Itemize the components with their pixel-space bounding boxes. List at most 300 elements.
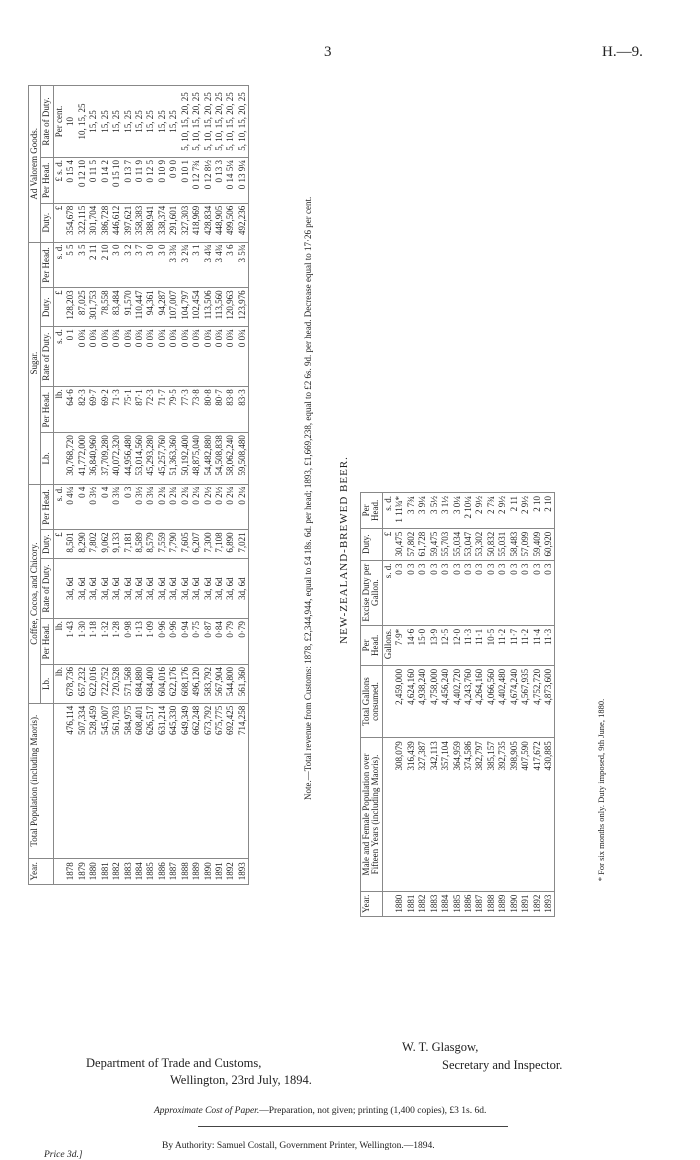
beer-col-duty-per-head: Per Head. (361, 493, 383, 529)
table-cell: 3d, 6d (145, 558, 156, 618)
table-cell: 0 0¾ (111, 327, 122, 387)
table-cell: 2 10 (543, 493, 555, 529)
table-cell: 72·3 (145, 387, 156, 433)
table-cell: 1·13 (134, 619, 145, 665)
table-cell: 15, 25 (157, 86, 168, 158)
table-cell: 71·3 (111, 387, 122, 433)
table-cell: 308,079 (394, 738, 405, 891)
table-cell: 2 11 (509, 493, 520, 529)
table-cell: 327,303 (180, 203, 191, 242)
table-cell: 0 4 (100, 484, 111, 530)
table-cell: 3d, 6d (100, 558, 111, 618)
table-row (134, 86, 145, 885)
table-cell: 1891 (214, 858, 225, 884)
beer-col-year: Year. (361, 891, 383, 916)
table-cell: 0 3 (417, 560, 428, 625)
table-cell: 94,287 (157, 288, 168, 327)
table-cell: 561,703 (111, 703, 122, 858)
page-number: 3 (324, 44, 332, 60)
table-cell: 673,792 (203, 703, 214, 858)
table-cell: 113,506 (203, 288, 214, 327)
table-cell: 48,875,040 (191, 433, 202, 484)
customs-revenue-note: Note.—Total revenue from Customs: 1878, £2,344,944, equal to £4 18s. 6d. per head; 1893, £1,669,238, equal to £2 6s. 9d. per head. Decrease equal to 17·26 per cent. (303, 196, 313, 800)
unit-cell (382, 665, 394, 737)
table-cell: 44,956,480 (123, 433, 134, 484)
table-cell: 3d, 6d (123, 558, 134, 618)
table-cell: 428,834 (203, 203, 214, 242)
table-cell: 37,709,280 (100, 433, 111, 484)
table-cell: 2 9½ (497, 493, 508, 529)
table-cell: 3 5½ (429, 493, 440, 529)
table-cell: 418,969 (191, 203, 202, 242)
table-row (191, 86, 202, 885)
table-cell: 8,579 (145, 530, 156, 559)
table-cell: 388,941 (145, 203, 156, 242)
table-cell: 0·87 (203, 619, 214, 665)
unit-cell: £ s. d. (53, 157, 65, 203)
table-cell: 0 3 (429, 560, 440, 625)
table-row (429, 493, 440, 917)
table-cell: 382,797 (474, 738, 485, 891)
table-cell: 59,409 (532, 528, 543, 560)
table-cell: 4,674,240 (509, 665, 520, 737)
table-cell: 1892 (532, 891, 543, 916)
unit-cell: s. d. (53, 484, 65, 530)
table-cell: 0·84 (214, 619, 225, 665)
table-row (394, 493, 405, 917)
table-cell: 0 12 7¾ (191, 157, 202, 203)
table-cell: 50,832 (486, 528, 497, 560)
table-cell: 15·0 (417, 625, 428, 665)
table-cell: 87,025 (77, 288, 88, 327)
table-cell: 1880 (394, 891, 405, 916)
table-cell: 1·43 (65, 619, 76, 665)
table-cell: 53,014,560 (134, 433, 145, 484)
table-cell: 3 1 (191, 242, 202, 288)
table-cell: 2 11 (88, 242, 99, 288)
paper-cost-label: Approximate Cost of Paper. (154, 1106, 260, 1116)
department-name: Department of Trade and Customs, (86, 1056, 262, 1070)
table-cell: 0 3 (394, 560, 405, 625)
table-row (157, 86, 168, 885)
table-cell: 545,007 (100, 703, 111, 858)
table-cell: 0·96 (168, 619, 179, 665)
table-cell: 0 15 4 (65, 157, 76, 203)
beer-footnote-container (596, 640, 610, 940)
table-cell: 59,475 (429, 528, 440, 560)
table-cell: 11·3 (543, 625, 555, 665)
table-cell: 15, 25 (100, 86, 111, 158)
table-cell: 30,475 (394, 528, 405, 560)
table-cell: 6,207 (191, 530, 202, 559)
unit-cell: £ (53, 288, 65, 327)
table-cell: 407,590 (520, 738, 531, 891)
table-row (543, 493, 555, 917)
table-cell: 0 2¾ (157, 484, 168, 530)
table-row (225, 86, 236, 885)
table-cell: 3 5¾ (237, 242, 249, 288)
table-cell: 15, 25 (111, 86, 122, 158)
table-row (509, 493, 520, 917)
table-cell: 0 3 (474, 560, 485, 625)
table-cell: 10·5 (486, 625, 497, 665)
table-row (532, 493, 543, 917)
table-cell: 6,890 (225, 530, 236, 559)
unit-cell: lb. (53, 387, 65, 433)
table-cell: 0 0¾ (203, 327, 214, 387)
table-cell: 1·30 (77, 619, 88, 665)
table-cell: 1887 (474, 891, 485, 916)
table-cell: 3d, 6d (111, 558, 122, 618)
table-cell: 0 3 (452, 560, 463, 625)
table-cell: 1893 (543, 891, 555, 916)
table-cell: 11·7 (509, 625, 520, 665)
table-cell: 3 7¾ (406, 493, 417, 529)
table-cell: 0 12 5 (145, 157, 156, 203)
table-cell: 301,704 (88, 203, 99, 242)
table-cell: 0 0¾ (168, 327, 179, 387)
table-row (65, 86, 76, 885)
table-cell: 104,797 (180, 288, 191, 327)
table-cell: 7,108 (214, 530, 225, 559)
table-row (100, 86, 111, 885)
beer-col-excise: Excise Duty per Gallon. (361, 560, 383, 625)
table-cell: 51,363,360 (168, 433, 179, 484)
table-cell: 9,133 (111, 530, 122, 559)
table-row (497, 493, 508, 917)
table-cell: 59,508,480 (237, 433, 249, 484)
table-cell: 4,938,240 (417, 665, 428, 737)
table-cell: 0 3 (497, 560, 508, 625)
table-cell: 3 0 (157, 242, 168, 288)
table-cell: 0 13 9¼ (237, 157, 249, 203)
table-cell: 3 7 (134, 242, 145, 288)
unit-cell: s. d. (382, 560, 394, 625)
table-row (237, 86, 249, 885)
unit-cell: Per cent. (53, 86, 65, 158)
table-cell: 5, 10, 15, 20, 25 (214, 86, 225, 158)
table-cell: 53,302 (474, 528, 485, 560)
table-cell: 0·96 (157, 619, 168, 665)
table-cell: 0 1 (65, 327, 76, 387)
table-cell: 385,157 (486, 738, 497, 891)
table-cell: 316,439 (406, 738, 417, 891)
table-cell: 0 11 5 (88, 157, 99, 203)
table-cell: 83·8 (225, 387, 236, 433)
table-cell: 8,290 (77, 530, 88, 559)
unit-cell: s. d. (382, 493, 394, 529)
col-adval-duty: Duty. (41, 203, 53, 242)
table-cell: 0·79 (225, 619, 236, 665)
table-cell: 7,021 (237, 530, 249, 559)
table-cell: 684,400 (145, 664, 156, 703)
table-row (440, 493, 451, 917)
table-cell: 45,257,760 (157, 433, 168, 484)
table-cell: 5, 10, 15, 20, 25 (237, 86, 249, 158)
table-cell: 110,447 (134, 288, 145, 327)
table-cell: 571,568 (123, 664, 134, 703)
table-cell: 69·7 (88, 387, 99, 433)
table-cell: 9,062 (100, 530, 111, 559)
table-cell: 622,176 (168, 664, 179, 703)
table-cell: 507,334 (77, 703, 88, 858)
table-cell: 684,880 (134, 664, 145, 703)
table-cell: 631,214 (157, 703, 168, 858)
table-cell: 2 10 (100, 242, 111, 288)
table-cell: 0 2¾ (180, 484, 191, 530)
table-cell: 14·6 (406, 625, 417, 665)
unit-cell: s. d. (53, 242, 65, 288)
table-cell: 55,034 (452, 528, 463, 560)
table-cell: 3 4¾ (214, 242, 225, 288)
table-cell: 291,601 (168, 203, 179, 242)
unit-cell: £ (382, 528, 394, 560)
beer-col-per-head: Per Head. (361, 625, 383, 665)
table-cell: 15, 25 (168, 86, 179, 158)
table-cell: 3 5 (77, 242, 88, 288)
table-cell: 0 2¾ (168, 484, 179, 530)
table-cell: 15, 25 (145, 86, 156, 158)
table-cell: 496,120 (191, 664, 202, 703)
table-cell: 11·4 (532, 625, 543, 665)
unit-cell (53, 433, 65, 484)
table-row (463, 493, 474, 917)
table-cell: 1879 (77, 858, 88, 884)
table-cell: 0 0¾ (100, 327, 111, 387)
table-cell: 30,768,720 (65, 433, 76, 484)
table-cell: 1884 (134, 858, 145, 884)
table-cell: 0 3 (543, 560, 555, 625)
table-cell: 123,976 (237, 288, 249, 327)
table-cell: 645,330 (168, 703, 179, 858)
table-cell: 2,459,000 (394, 665, 405, 737)
table-cell: 354,678 (65, 203, 76, 242)
table-cell: 476,114 (65, 703, 76, 858)
table-cell: 3d, 6d (88, 558, 99, 618)
table-cell: 358,383 (134, 203, 145, 242)
table-cell: 2 9½ (520, 493, 531, 529)
table-cell: 78,558 (100, 288, 111, 327)
table-cell: 5 5 (65, 242, 76, 288)
table-cell: 3 2¾ (180, 242, 191, 288)
table-row (214, 86, 225, 885)
col-coffee-duty-per-head: Per Head. (41, 484, 53, 530)
table-cell: 71·7 (157, 387, 168, 433)
table-cell: 608,176 (180, 664, 191, 703)
table-cell: 649,349 (180, 703, 191, 858)
table-cell: 3d, 6d (134, 558, 145, 618)
table-cell: 2 9½ (474, 493, 485, 529)
table-cell: 58,062,240 (225, 433, 236, 484)
table-cell: 54,508,838 (214, 433, 225, 484)
table-cell: 1883 (429, 891, 440, 916)
table-cell: 4,402,480 (497, 665, 508, 737)
table-cell: 2 10 (532, 493, 543, 529)
table-cell: 3d, 6d (168, 558, 179, 618)
table-cell: 397,621 (123, 203, 134, 242)
table-cell: 4,456,240 (440, 665, 451, 737)
col-adval-rate: Rate of Duty. (41, 86, 53, 158)
table-cell: 0 11 9 (134, 157, 145, 203)
table-cell: 0 4¼ (65, 484, 76, 530)
table-cell: 3d, 6d (237, 558, 249, 618)
table-cell: 55,031 (497, 528, 508, 560)
table-cell: 4,752,720 (532, 665, 543, 737)
table-row (180, 86, 191, 885)
place-and-date: Wellington, 23rd July, 1894. (170, 1073, 312, 1087)
table-cell: 364,959 (452, 738, 463, 891)
table-cell: 102,454 (191, 288, 202, 327)
table-cell: 1893 (237, 858, 249, 884)
table-cell: 0 9 0 (168, 157, 179, 203)
col-coffee-rate: Rate of Duty. (41, 558, 53, 618)
beer-table-title: NEW-ZEALAND-BREWED BEER. (338, 456, 350, 644)
table-cell: 0 12 10 (77, 157, 88, 203)
table-cell: 3 3¾ (168, 242, 179, 288)
table-cell: 0 2½ (214, 484, 225, 530)
table-cell: 53,047 (463, 528, 474, 560)
table-cell: 544,800 (225, 664, 236, 703)
table-cell: 3d, 6d (191, 558, 202, 618)
table-cell: 4,873,600 (543, 665, 555, 737)
table-cell: 15, 25 (88, 86, 99, 158)
table-cell: 61,728 (417, 528, 428, 560)
table-cell: 398,905 (509, 738, 520, 891)
table-cell: 1 11¾* (394, 493, 405, 529)
table-cell: 80·7 (214, 387, 225, 433)
table-cell: 69·2 (100, 387, 111, 433)
table-cell: 0 0¾ (225, 327, 236, 387)
table-cell: 0 14 5¼ (225, 157, 236, 203)
unit-row (53, 86, 65, 885)
table-cell: 50,192,400 (180, 433, 191, 484)
table-cell: 0 3 (440, 560, 451, 625)
table-cell: 430,885 (543, 738, 555, 891)
table-cell: 11·3 (463, 625, 474, 665)
unit-cell: Gallons. (382, 625, 394, 665)
col-coffee-lb: Lb. (41, 664, 53, 703)
table-cell: 1·09 (145, 619, 156, 665)
table-cell: 57,099 (520, 528, 531, 560)
table-row (486, 493, 497, 917)
divider-rule (198, 1126, 508, 1127)
table-cell: 0 0¾ (77, 327, 88, 387)
table-cell: 0 10 1 (180, 157, 191, 203)
table-cell: 0 0¾ (123, 327, 134, 387)
table-cell: 11·1 (474, 625, 485, 665)
table-cell: 0 3½ (134, 484, 145, 530)
beer-table (360, 492, 555, 917)
table-cell: 1878 (65, 858, 76, 884)
table-cell: 3d, 6d (203, 558, 214, 618)
table-cell: 3d, 6d (225, 558, 236, 618)
table-cell: 499,506 (225, 203, 236, 242)
table-cell: 0 2½ (203, 484, 214, 530)
paper-cost-note (154, 1106, 486, 1116)
table-cell: 3d, 6d (77, 558, 88, 618)
table-cell: 662,248 (191, 703, 202, 858)
table-cell: 64·6 (65, 387, 76, 433)
paper-cost-value: —Preparation, not given; printing (1,400 copies), £3 1s. 6d. (259, 1106, 487, 1116)
table-cell: 8,501 (65, 530, 76, 559)
table-row (474, 493, 485, 917)
table-cell: 622,016 (88, 664, 99, 703)
table-cell: 57,802 (406, 528, 417, 560)
table-cell: 12·0 (452, 625, 463, 665)
table-cell: 11·2 (520, 625, 531, 665)
table-cell: 392,735 (497, 738, 508, 891)
col-coffee-per-head: Per Head. (41, 619, 53, 665)
table-cell: 5, 10, 15, 20, 25 (180, 86, 191, 158)
table-cell: 58,483 (509, 528, 520, 560)
table-cell: 120,963 (225, 288, 236, 327)
table-row (111, 86, 122, 885)
unit-cell: s. d. (53, 327, 65, 387)
table-cell: 1891 (520, 891, 531, 916)
table-cell: 7·9* (394, 625, 405, 665)
table-cell: 1885 (145, 858, 156, 884)
table-row (417, 493, 428, 917)
table-cell: 0 2¼ (191, 484, 202, 530)
table-row (520, 493, 531, 917)
table-cell: 567,904 (214, 664, 225, 703)
table-cell: 0 0¾ (237, 327, 249, 387)
table-cell: 0 3 (123, 484, 134, 530)
revenue-per-head-table (28, 85, 249, 885)
table-cell: 2 10¼ (463, 493, 474, 529)
table-cell: 1883 (123, 858, 134, 884)
table-cell: 7,802 (88, 530, 99, 559)
col-sugar-duty: Duty. (41, 288, 53, 327)
table-cell: 83,484 (111, 288, 122, 327)
table-cell: 8,589 (134, 530, 145, 559)
table-row (168, 86, 179, 885)
table-cell: 3d, 6d (157, 558, 168, 618)
table-cell: 0 3 (486, 560, 497, 625)
table-row (203, 86, 214, 885)
table-cell: 528,459 (88, 703, 99, 858)
beer-table-container (360, 492, 598, 917)
table-cell: 357,104 (440, 738, 451, 891)
table-cell: 561,360 (237, 664, 249, 703)
table-cell: 1889 (191, 858, 202, 884)
table-cell: 4,624,160 (406, 665, 417, 737)
signature-name: W. T. Glasgow, (402, 1040, 479, 1054)
table-cell: 1886 (157, 858, 168, 884)
table-cell: 3 0 (111, 242, 122, 288)
table-cell: 1887 (168, 858, 179, 884)
table-cell: 41,772,000 (77, 433, 88, 484)
table-cell: 327,387 (417, 738, 428, 891)
table-cell: 0 2¼ (237, 484, 249, 530)
group-coffee: Coffee, Cocoa, and Chicory. (29, 484, 41, 703)
col-adval-per-head: Per Head. (41, 157, 53, 203)
table-cell: 7,300 (203, 530, 214, 559)
table-cell: 446,612 (111, 203, 122, 242)
beer-col-population: Male and Female Population over Fifteen Years (including Maoris). (361, 738, 383, 891)
group-sugar: Sugar. (29, 242, 41, 484)
table-cell: 7,605 (180, 530, 191, 559)
table-cell: 448,905 (214, 203, 225, 242)
table-cell: 79·5 (168, 387, 179, 433)
table-cell: 36,840,960 (88, 433, 99, 484)
table-cell: 94,361 (145, 288, 156, 327)
table-cell: 3 0¼ (452, 493, 463, 529)
table-cell: 583,792 (203, 664, 214, 703)
unit-cell (53, 558, 65, 618)
table-cell: 107,007 (168, 288, 179, 327)
table-cell: 374,586 (463, 738, 474, 891)
